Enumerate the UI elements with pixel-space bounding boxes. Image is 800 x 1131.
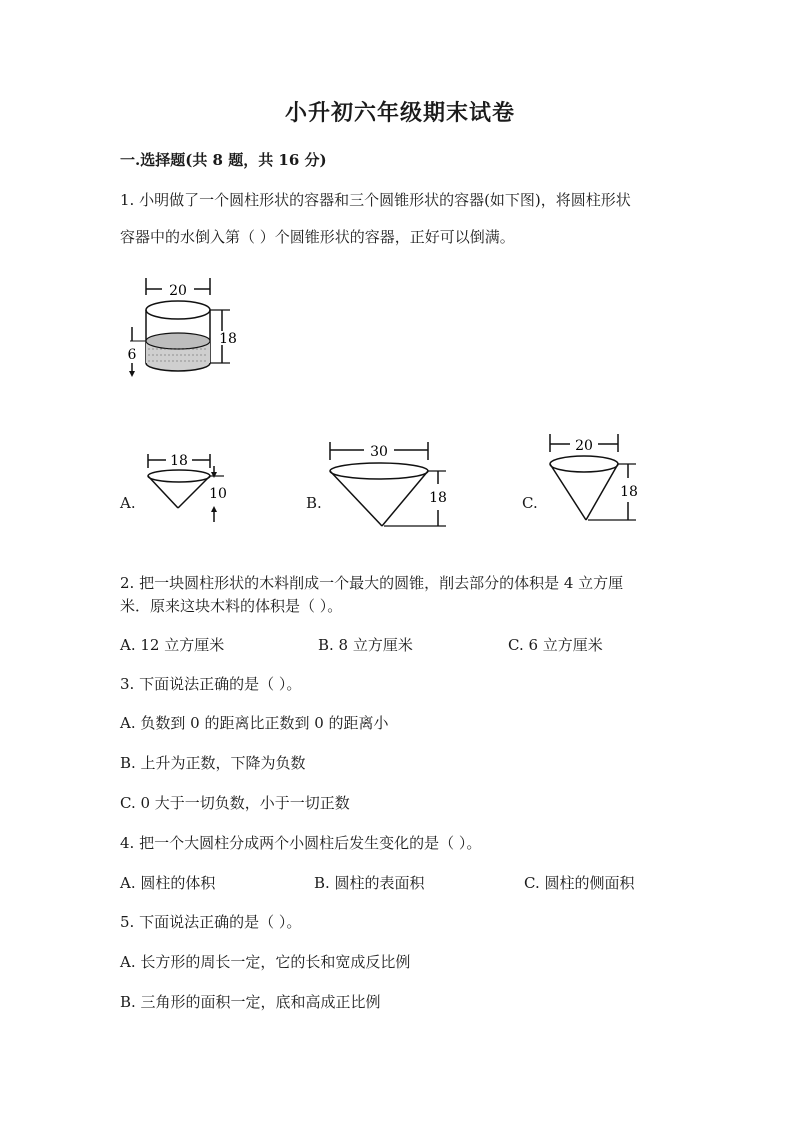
- q2-stem-line2: 米．原来这块木料的体积是（ ）。: [120, 597, 343, 615]
- q5-option-b: B. 三角形的面积一定，底和高成正比例: [120, 993, 381, 1011]
- cylinder-height-label: 18: [219, 331, 237, 347]
- cone-b-height-label: 18: [429, 490, 447, 506]
- cone-a-height-label: 10: [209, 486, 227, 502]
- cone-c-label: C.: [522, 494, 538, 512]
- q3-option-b: B. 上升为正数，下降为负数: [120, 754, 306, 772]
- q3-stem: 3. 下面说法正确的是（ ）。: [120, 675, 302, 693]
- cone-c-figure: [542, 430, 652, 526]
- cone-c-height-label: 18: [620, 484, 638, 500]
- q2-option-c: C. 6 立方厘米: [508, 636, 603, 654]
- cylinder-figure: [118, 275, 248, 385]
- q5-stem: 5. 下面说法正确的是（ ）。: [120, 913, 302, 931]
- cylinder-diameter-label: 20: [169, 283, 187, 299]
- cone-c-diameter-label: 20: [575, 438, 593, 454]
- q2-stem-line1: 2. 把一块圆柱形状的木料削成一个最大的圆锥，削去部分的体积是 4 立方厘: [120, 574, 624, 592]
- cone-a-diameter-label: 18: [170, 453, 188, 469]
- q2-option-a: A. 12 立方厘米: [120, 636, 225, 654]
- q4-option-c: C. 圆柱的侧面积: [524, 874, 635, 892]
- q1-stem-line2: 容器中的水倒入第（ ）个圆锥形状的容器，正好可以倒满。: [120, 228, 515, 246]
- cylinder-water-label: 6: [127, 347, 137, 363]
- page-title: 小升初六年级期末试卷: [284, 100, 515, 126]
- q1-stem-line1: 1. 小明做了一个圆柱形状的容器和三个圆锥形状的容器(如下图)，将圆柱形状: [120, 191, 631, 209]
- cone-a-label: A.: [120, 494, 136, 512]
- q5-option-a: A. 长方形的周长一定，它的长和宽成反比例: [120, 953, 411, 971]
- q4-option-a: A. 圆柱的体积: [120, 874, 216, 892]
- cone-b-figure: [322, 440, 462, 532]
- cone-b-diameter-label: 30: [370, 444, 388, 460]
- q2-option-b: B. 8 立方厘米: [318, 636, 413, 654]
- cone-a-figure: [140, 448, 240, 528]
- q3-option-c: C. 0 大于一切负数，小于一切正数: [120, 794, 350, 812]
- q4-option-b: B. 圆柱的表面积: [314, 874, 425, 892]
- cone-b-label: B.: [306, 494, 322, 512]
- q3-option-a: A. 负数到 0 的距离比正数到 0 的距离小: [120, 714, 389, 732]
- q4-stem: 4. 把一个大圆柱分成两个小圆柱后发生变化的是（ ）。: [120, 834, 482, 852]
- section-heading: 一.选择题(共 8 题，共 16 分): [120, 151, 327, 169]
